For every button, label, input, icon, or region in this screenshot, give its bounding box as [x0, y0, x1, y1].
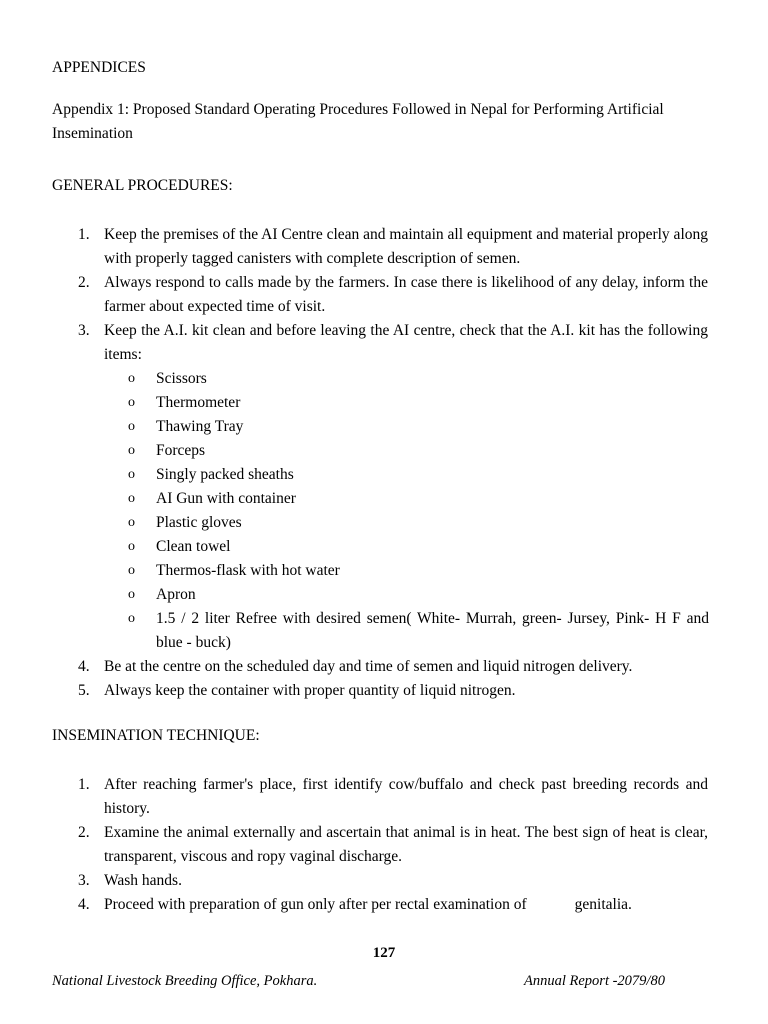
list-item-text-end: genitalia. — [574, 896, 632, 913]
list-item-text: Keep the premises of the AI Centre clean and maintain all equipment and material properly along with properly tagged canisters with complete description of semen. — [104, 226, 708, 267]
bullet-icon: o — [128, 491, 135, 506]
footer-right: Annual Report -2079/80 — [524, 973, 665, 989]
list-item — [0, 679, 708, 703]
kit-item — [0, 583, 709, 607]
kit-item — [0, 391, 709, 415]
appendix-title: Appendix 1: Proposed Standard Operating Procedures Followed in Nepal for Performing Artificial Insemination — [52, 101, 664, 142]
insemination-technique-heading: INSEMINATION TECHNIQUE: — [52, 727, 260, 744]
kit-item-text: Thawing Tray — [156, 418, 244, 435]
bullet-icon: o — [128, 539, 135, 554]
bullet-icon: o — [128, 395, 135, 410]
list-item — [0, 893, 708, 917]
list-item-text: Examine the animal externally and ascertain that animal is in heat. The best sign of heat is clear, transparent, viscous and ropy vaginal discharge. — [104, 824, 708, 865]
bullet-icon: o — [128, 443, 135, 458]
list-item — [0, 821, 708, 869]
bullet-icon: o — [128, 587, 135, 602]
general-procedures-list — [0, 223, 708, 703]
list-item — [0, 869, 708, 893]
kit-item-text: Apron — [156, 586, 196, 603]
kit-item — [0, 367, 709, 391]
list-item — [0, 773, 708, 821]
list-number: 3. — [78, 872, 90, 889]
list-number: 5. — [78, 682, 90, 699]
footer-left: National Livestock Breeding Office, Pokhara. — [52, 973, 318, 989]
list-number: 1. — [78, 776, 90, 793]
list-number: 4. — [78, 658, 90, 675]
list-number: 2. — [78, 274, 90, 291]
kit-item-text: 1.5 / 2 liter Refree with desired semen( White- Murrah, green- Jursey, Pink- H F and blue - buck) — [156, 610, 709, 651]
list-number: 2. — [78, 824, 90, 841]
kit-item-text: Plastic gloves — [156, 514, 242, 531]
appendices-heading: APPENDICES — [52, 59, 146, 76]
bullet-icon: o — [128, 371, 135, 386]
kit-item-text: Forceps — [156, 442, 206, 459]
insemination-list — [0, 773, 708, 917]
bullet-icon: o — [128, 419, 135, 434]
list-item-text: Keep the A.I. kit clean and before leaving the AI centre, check that the A.I. kit has the following items: — [104, 322, 708, 363]
bullet-icon: o — [128, 563, 135, 578]
kit-item — [0, 415, 709, 439]
list-item-text: Wash hands. — [104, 872, 182, 889]
kit-item — [0, 607, 709, 655]
bullet-icon: o — [128, 515, 135, 530]
kit-item — [0, 511, 709, 535]
kit-item-text: AI Gun with container — [156, 490, 296, 507]
kit-item — [0, 463, 709, 487]
list-number: 4. — [78, 896, 90, 913]
kit-item — [0, 535, 709, 559]
kit-item-text: Thermos-flask with hot water — [156, 562, 340, 579]
general-procedures-heading: GENERAL PROCEDURES: — [52, 177, 233, 194]
list-item-text: Proceed with preparation of gun only after per rectal examination of — [104, 896, 527, 913]
list-item-text: Always keep the container with proper quantity of liquid nitrogen. — [104, 682, 516, 699]
kit-item — [0, 439, 709, 463]
list-item-text: After reaching farmer's place, first identify cow/buffalo and check past breeding records and history. — [104, 776, 708, 817]
list-item-text: Be at the centre on the scheduled day and time of semen and liquid nitrogen delivery. — [104, 658, 633, 675]
list-item — [0, 223, 708, 271]
list-number: 3. — [78, 322, 90, 339]
list-item — [0, 655, 708, 679]
kit-item-text: Scissors — [156, 370, 207, 387]
kit-item-text: Thermometer — [156, 394, 241, 411]
list-item — [0, 319, 708, 367]
kit-item-text: Singly packed sheaths — [156, 466, 294, 483]
bullet-icon: o — [128, 611, 135, 626]
page-number: 127 — [372, 945, 396, 961]
list-number: 1. — [78, 226, 90, 243]
kit-item — [0, 559, 709, 583]
list-item-text: Always respond to calls made by the farmers. In case there is likelihood of any delay, inform the farmer about expected time of visit. — [104, 274, 708, 315]
kit-item-text: Clean towel — [156, 538, 231, 555]
bullet-icon: o — [128, 467, 135, 482]
kit-item — [0, 487, 709, 511]
list-item — [0, 271, 708, 319]
